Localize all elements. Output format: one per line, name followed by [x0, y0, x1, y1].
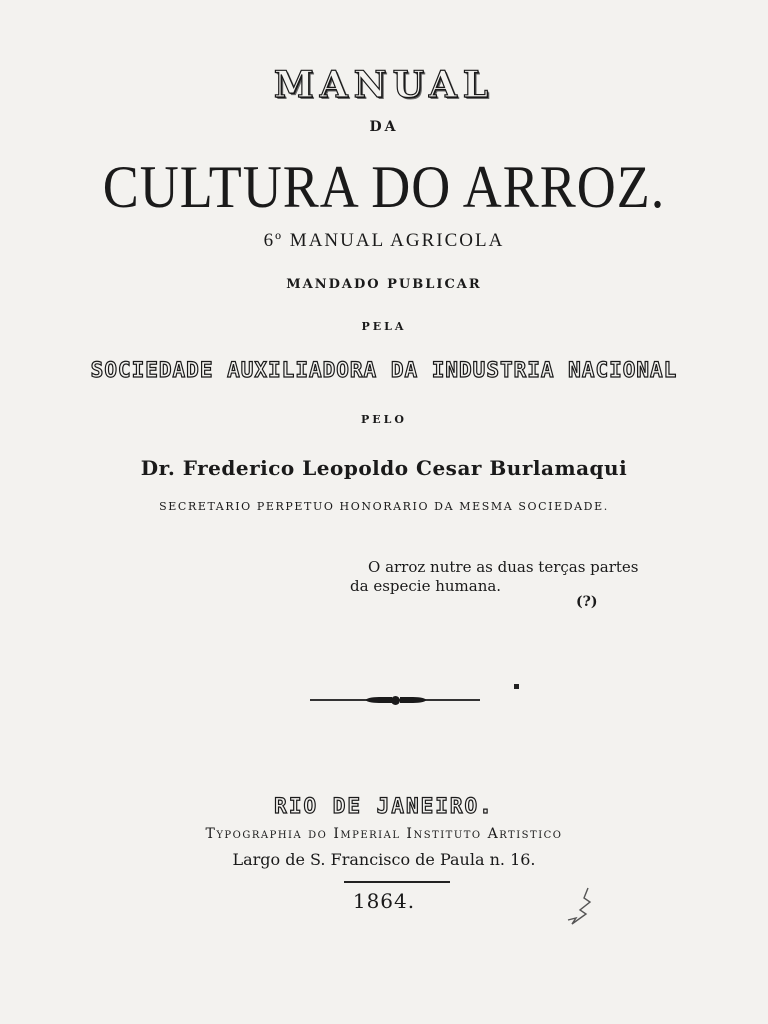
imprint-city: RIO DE JANEIRO.	[274, 794, 494, 818]
pela-word: PELA	[361, 320, 407, 333]
epigraph-line-2: da especie humana.	[350, 577, 502, 595]
main-title: CULTURA DO ARROZ.	[102, 153, 666, 221]
pelo-word: PELO	[361, 413, 407, 426]
imprint-rule	[344, 881, 450, 883]
ink-speck	[514, 684, 519, 689]
mandado-line: MANDADO PUBLICAR	[286, 277, 482, 292]
manual-heading: MANUAL	[273, 64, 495, 106]
imprint-printer: Typographia do Imperial Instituto Artistico	[205, 826, 563, 842]
ornamental-dot	[391, 696, 400, 705]
author-role: SECRETARIO PERPETUO HONORARIO DA MESMA SOCIEDADE.	[159, 500, 609, 513]
subtitle: 6º MANUAL AGRICOLA	[263, 230, 505, 251]
ink-smudge-icon	[560, 884, 596, 930]
imprint-address: Largo de S. Francisco de Paula n. 16.	[232, 850, 536, 869]
author-name: Dr. Frederico Leopoldo Cesar Burlamaqui	[140, 456, 628, 480]
imprint-year: 1864.	[352, 889, 416, 913]
da-word: DA	[369, 119, 399, 135]
society-name: SOCIEDADE AUXILIADORA DA INDUSTRIA NACIONAL	[90, 358, 678, 382]
epigraph-line-1: O arroz nutre as duas terças partes	[368, 558, 639, 576]
epigraph-mark: (?)	[576, 594, 598, 610]
